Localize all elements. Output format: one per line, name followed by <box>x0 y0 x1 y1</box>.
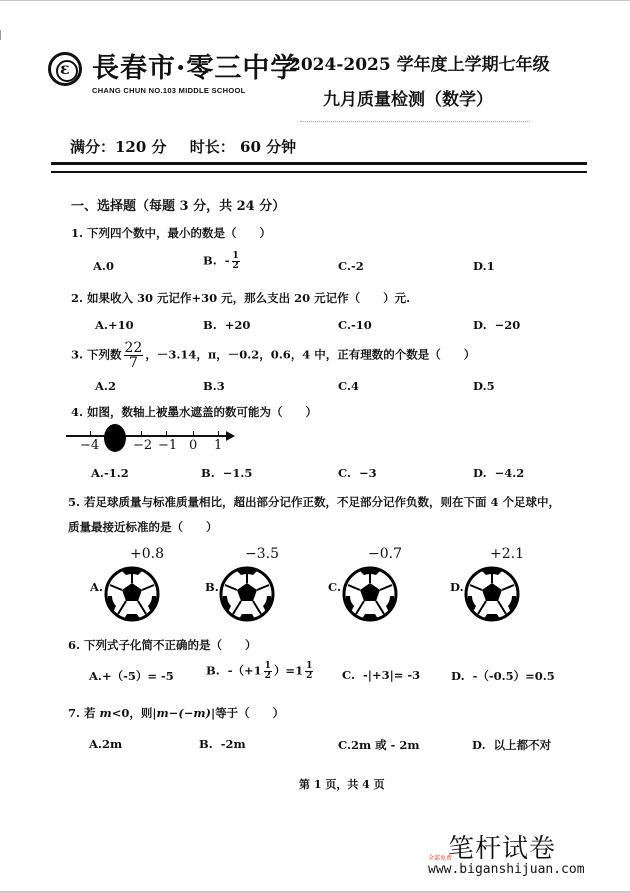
ink-blot <box>104 424 126 452</box>
watermark-brand: 笔杆试卷 <box>448 834 557 864</box>
header-divider-thin <box>51 171 587 173</box>
school-name-en: CHANG CHUN NO.103 MIDDLE SCHOOL <box>92 86 246 95</box>
number-line-figure <box>66 426 236 456</box>
ball-value: +0.8 <box>130 546 164 562</box>
duration: 时长： 60 分钟 <box>189 138 297 156</box>
exam-title-line1: 2024-2025 学年度上学期七年级 <box>289 55 550 75</box>
ball-value: +2.1 <box>490 546 524 562</box>
question-3-stem: 3. 下列数 $\frac{22}{7}$ ，－3.14，π，－0.2，0.6，4 中，正有理数的个数是（ ） <box>71 340 476 371</box>
question-2-option-a[interactable]: A.+10 <box>95 318 134 332</box>
question-1-option-c[interactable]: C.-2 <box>338 259 364 273</box>
question-5-option-b[interactable]: −3.5 B. <box>205 546 305 626</box>
exam-meta <box>70 136 314 157</box>
question-5-option-c[interactable]: −0.7 C. <box>328 546 428 626</box>
question-5-option-a[interactable]: +0.8 A. <box>90 546 190 626</box>
question-7-option-d[interactable]: D. 以上都不对 <box>472 738 552 752</box>
question-1-stem: 1. 下列四个数中，最小的数是（ ） <box>71 226 272 240</box>
fraction: $\frac{22}{7}$ <box>124 340 143 371</box>
full-score: 满分：120 分 <box>70 138 167 156</box>
page-edge-mark <box>0 30 1 40</box>
soccer-ball-icon <box>464 566 520 622</box>
ball-value: −0.7 <box>368 546 402 562</box>
header-divider-thick <box>51 162 587 165</box>
question-6-option-a[interactable]: A.+（-5）= -5 <box>89 669 174 683</box>
question-4-option-d[interactable]: D. −4.2 <box>473 466 525 480</box>
question-1-option-b[interactable]: B. - $\frac{1}{2}$ <box>203 251 239 271</box>
page-indicator: 第 1 页，共 4 页 <box>299 778 385 791</box>
question-6-stem: 6. 下列式子化简不正确的是（ ） <box>68 638 257 652</box>
question-2-option-d[interactable]: D. −20 <box>473 318 521 332</box>
question-2-option-b[interactable]: B. +20 <box>203 318 251 332</box>
question-1-option-a[interactable]: A.0 <box>93 259 114 273</box>
question-6-option-d[interactable]: D. -（-0.5）=0.5 <box>451 669 555 683</box>
question-3-option-a[interactable]: A.2 <box>95 379 116 393</box>
page-top-border <box>0 0 630 1</box>
question-4-option-a[interactable]: A.-1.2 <box>91 466 129 480</box>
question-3-option-d[interactable]: D.5 <box>473 379 495 393</box>
tick-label: −1 <box>158 438 178 453</box>
question-4-stem: 4. 如图，数轴上被墨水遮盖的数可能为（ ） <box>71 405 318 419</box>
question-7-stem: 7. 若 m<0，则|m−(−m)|等于（ ） <box>68 706 285 720</box>
question-4-option-c[interactable]: C. −3 <box>338 466 377 480</box>
section-title: 一、选择题（每题 3 分，共 24 分） <box>71 199 286 214</box>
question-7-option-b[interactable]: B. -2m <box>199 737 246 751</box>
watermark-tag: 全部免费 <box>428 855 453 862</box>
tick-label: 0 <box>189 438 198 453</box>
arrow-right-icon <box>226 431 235 441</box>
question-7-option-c[interactable]: C.2m 或 - 2m <box>338 738 420 752</box>
exam-title-line2: 九月质量检测（数学） <box>323 90 493 110</box>
soccer-ball-icon <box>219 566 275 622</box>
question-2-option-c[interactable]: C.-10 <box>338 318 372 332</box>
watermark-url: www.biganshijuan.com <box>428 862 585 877</box>
question-4-option-b[interactable]: B. −1.5 <box>201 466 253 480</box>
question-1-option-d[interactable]: D.1 <box>473 259 495 273</box>
soccer-ball-icon <box>104 566 160 622</box>
question-3-option-c[interactable]: C.4 <box>338 379 359 393</box>
question-6-option-c[interactable]: C. -|+3|= -3 <box>342 668 421 682</box>
school-name-cn: 長春市·零三中学 <box>92 53 299 84</box>
question-6-option-b[interactable]: B. -（+1 $\frac{1}{2}$ ）=1 $\frac{1}{2}$ <box>206 661 313 681</box>
question-5-stem-line2: 质量最接近标准的是（ ） <box>68 520 218 534</box>
soccer-ball-icon <box>342 566 398 622</box>
tick-label: −4 <box>80 438 100 453</box>
question-2-stem: 2. 如果收入 30 元记作+30 元，那么支出 20 元记作（ ）元. <box>71 291 411 305</box>
question-7-option-a[interactable]: A.2m <box>89 737 123 751</box>
school-logo-icon: ε <box>48 52 82 86</box>
faint-scan-line <box>300 121 530 123</box>
question-5-option-d[interactable]: +2.1 D. <box>450 546 550 626</box>
fraction: $\frac{1}{2}$ <box>232 251 239 271</box>
ball-value: −3.5 <box>245 546 279 562</box>
tick-label: −2 <box>133 438 153 453</box>
question-5-stem-line1: 5. 若足球质量与标准质量相比，超出部分记作正数，不足部分记作负数，则在下面 4 个足球中， <box>68 495 561 509</box>
question-3-option-b[interactable]: B.3 <box>203 379 225 393</box>
tick-label: 1 <box>214 438 223 453</box>
